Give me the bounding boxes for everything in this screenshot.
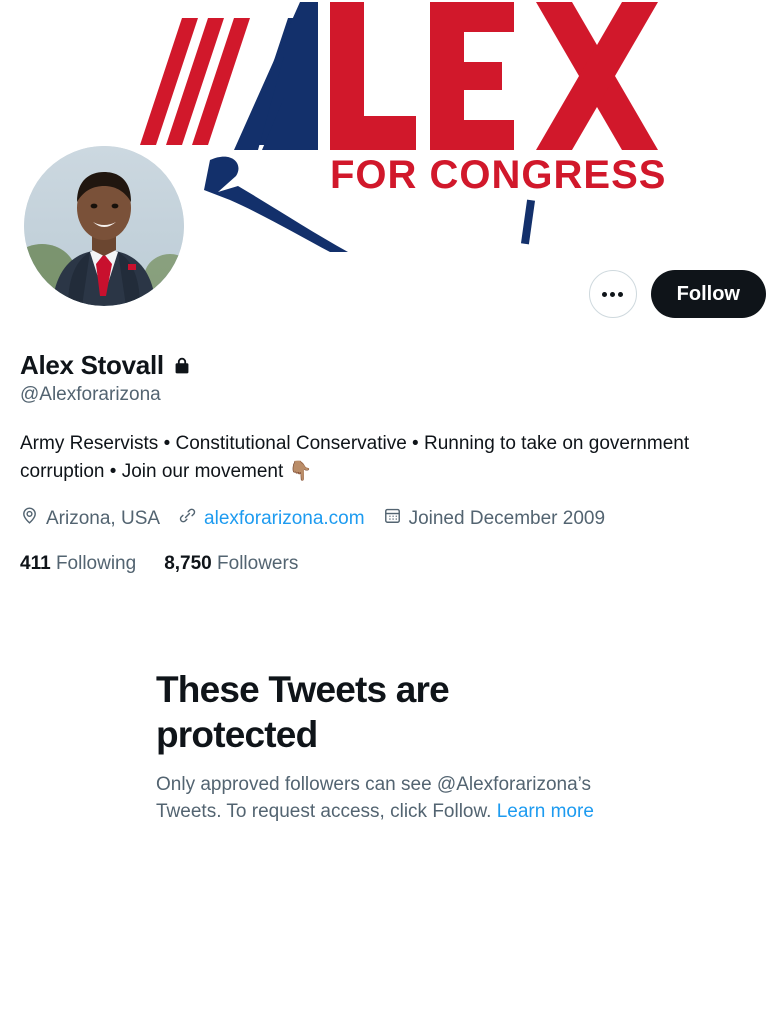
point-down-emoji: 👇🏽 (288, 461, 313, 482)
meta-location (20, 506, 160, 531)
link-icon (178, 506, 197, 531)
following-label: Following (55, 553, 137, 574)
profile-header-row (0, 262, 784, 340)
protected-description-text: Only approved followers can see @Alexforarizona’s Tweets. To request access, click Follow. (156, 774, 592, 822)
meta-joined (383, 506, 605, 531)
profile-meta (20, 506, 764, 531)
followers-count-item[interactable] (164, 553, 298, 575)
handle: @Alexforarizona (20, 384, 161, 405)
protected-tweets-block (136, 667, 648, 825)
followers-count: 8,750 (164, 553, 212, 574)
profile-actions (589, 270, 766, 318)
avatar[interactable] (20, 142, 188, 310)
bottom-spacer (0, 825, 784, 945)
svg-text:FOR CONGRESS: FOR CONGRESS (330, 153, 667, 197)
display-name: Alex Stovall (20, 350, 164, 380)
profile-info (0, 350, 784, 575)
location-text: Arizona, USA (46, 507, 161, 529)
bio (20, 430, 740, 486)
more-options-button[interactable] (589, 270, 637, 318)
learn-more-link[interactable]: Learn more (496, 801, 594, 822)
location-pin-icon (20, 506, 39, 531)
protected-description (156, 771, 626, 825)
ellipsis-icon (602, 292, 623, 297)
lock-icon (171, 355, 193, 377)
calendar-icon (383, 506, 402, 531)
protected-title: These Tweets are protected (156, 669, 449, 755)
website-link[interactable]: alexforarizona.com (204, 507, 365, 529)
follow-button[interactable]: Follow (651, 270, 766, 318)
following-count: 411 (20, 553, 51, 574)
following-count-item[interactable] (20, 553, 136, 575)
bio-text: Army Reservists • Constitutional Conservative • Running to take on government corruption • Join our movement (20, 433, 690, 482)
meta-website (178, 506, 365, 531)
avatar-photo (24, 146, 184, 306)
joined-text: Joined December 2009 (408, 507, 606, 529)
profile-counts (20, 553, 764, 575)
followers-label: Followers (217, 553, 299, 574)
display-name-row (20, 350, 764, 381)
